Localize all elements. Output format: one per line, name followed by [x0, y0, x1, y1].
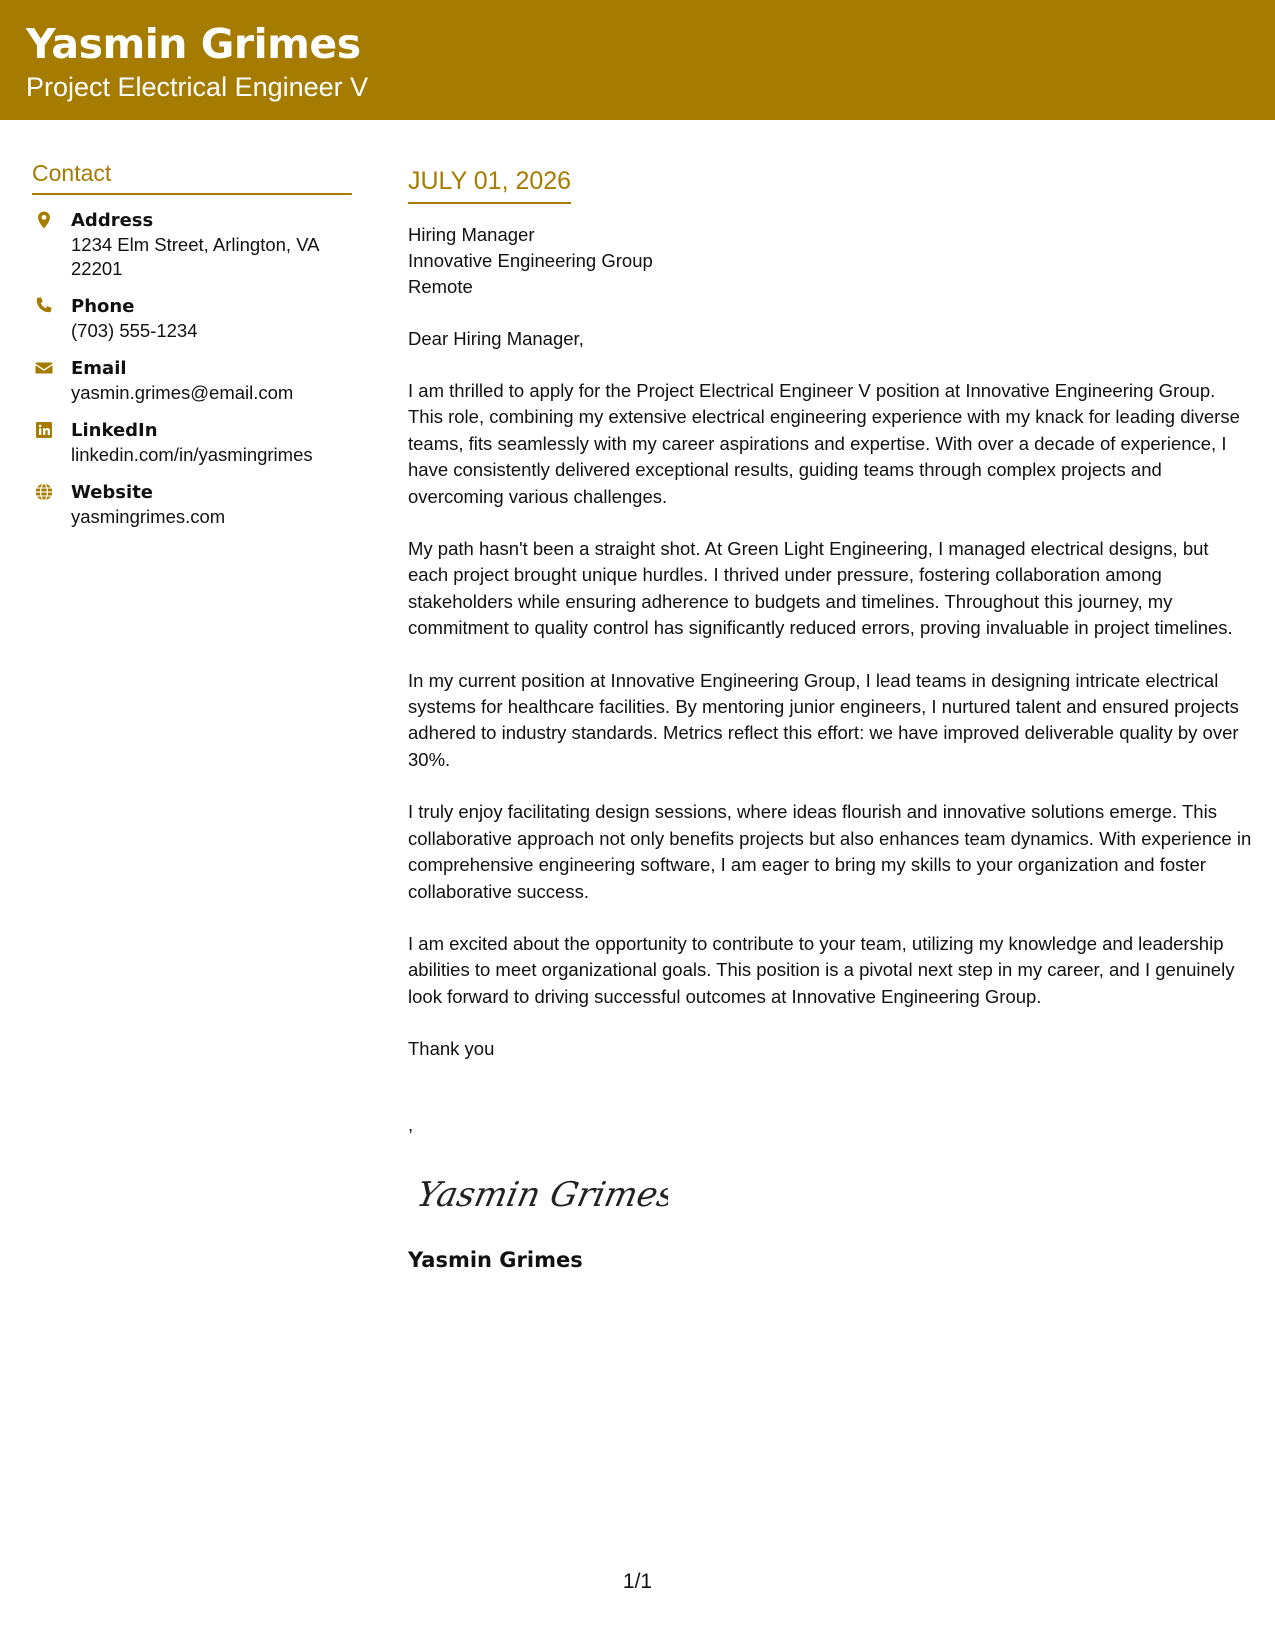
contact-value-website: yasmingrimes.com	[71, 505, 226, 527]
applicant-name: Yasmin Grimes	[26, 20, 361, 68]
signer-name: Yasmin Grimes	[408, 1248, 583, 1273]
linkedin-icon	[34, 420, 54, 440]
contact-heading: Contact	[32, 160, 352, 195]
svg-text:Yasmin Grimes: Yasmin Grimes	[413, 1175, 668, 1216]
closing-comma: ,	[408, 1114, 414, 1136]
phone-icon	[34, 296, 54, 316]
paragraph-4: I truly enjoy facilitating design sessions, where ideas flourish and innovative solutions emerge. This collaborative approach not only benefits projects but also enhances team dynamics. With experience in comprehensive engineering software, I am eager to bring my skills to your organization and foster collaborative success.	[408, 801, 1252, 902]
signature-image	[408, 1164, 668, 1224]
page-number: 1/1	[622, 1570, 653, 1593]
closing: Thank you	[408, 1038, 495, 1060]
contact-label-phone: Phone	[71, 295, 135, 317]
letter-date: JULY 01, 2026	[408, 166, 571, 204]
contact-website	[32, 481, 352, 529]
paragraph-3: In my current position at Innovative Engineering Group, I lead teams in designing intricate electrical systems for healthcare facilities. By mentoring junior engineers, I nurtured talent and ensured projects adhered to industry standards. Metrics reflect this effort: we have improved deliverable quality by over 30%.	[408, 669, 1239, 770]
contact-sidebar	[32, 160, 352, 529]
contact-email	[32, 357, 352, 405]
contact-value-email: yasmin.grimes@email.com	[71, 381, 294, 403]
envelope-icon	[34, 358, 54, 378]
contact-phone	[32, 295, 352, 343]
recipient-block	[408, 222, 1253, 300]
contact-value-address: 1234 Elm Street, Arlington, VA 22201	[71, 233, 319, 279]
greeting: Dear Hiring Manager,	[408, 328, 584, 349]
recipient-name: Hiring Manager	[408, 224, 535, 245]
contact-label-linkedin: LinkedIn	[71, 419, 158, 441]
globe-icon	[34, 482, 54, 502]
applicant-title: Project Electrical Engineer V	[26, 72, 369, 102]
paragraph-5: I am excited about the opportunity to contribute to your team, utilizing my knowledge and leadership abilities to meet organizational goals. This position is a pivotal next step in my career, and I genuinely look forward to driving successful outcomes at Innovative Engineering Group.	[408, 932, 1235, 1007]
map-pin-icon	[34, 210, 54, 230]
paragraph-1: I am thrilled to apply for the Project Electrical Engineer V position at Innovative Engineering Group. This role, combining my extensive electrical engineering experience with my knack for leading diverse teams, fits seamlessly with my career aspirations and expertise. With over a decade of experience, I have consistently delivered exceptional results, guiding teams through complex projects and overcoming various challenges.	[408, 380, 1240, 507]
contact-address	[32, 209, 352, 281]
contact-label-email: Email	[71, 357, 127, 379]
contact-label-address: Address	[71, 209, 154, 231]
header-banner	[0, 0, 1275, 120]
paragraph-2: My path hasn't been a straight shot. At Green Light Engineering, I managed electrical designs, but each project brought unique hurdles. I thrived under pressure, fostering collaboration among stakeholders while ensuring adherence to budgets and timelines. Throughout this journey, my commitment to quality control has significantly reduced errors, proving invaluable in project timelines.	[408, 538, 1233, 639]
recipient-location: Remote	[408, 276, 473, 297]
letter-body	[408, 166, 1253, 1273]
contact-value-phone: (703) 555-1234	[71, 319, 198, 341]
recipient-company: Innovative Engineering Group	[408, 250, 653, 271]
contact-label-website: Website	[71, 481, 154, 503]
contact-value-linkedin: linkedin.com/in/yasmingrimes	[71, 443, 313, 465]
contact-linkedin	[32, 419, 352, 467]
